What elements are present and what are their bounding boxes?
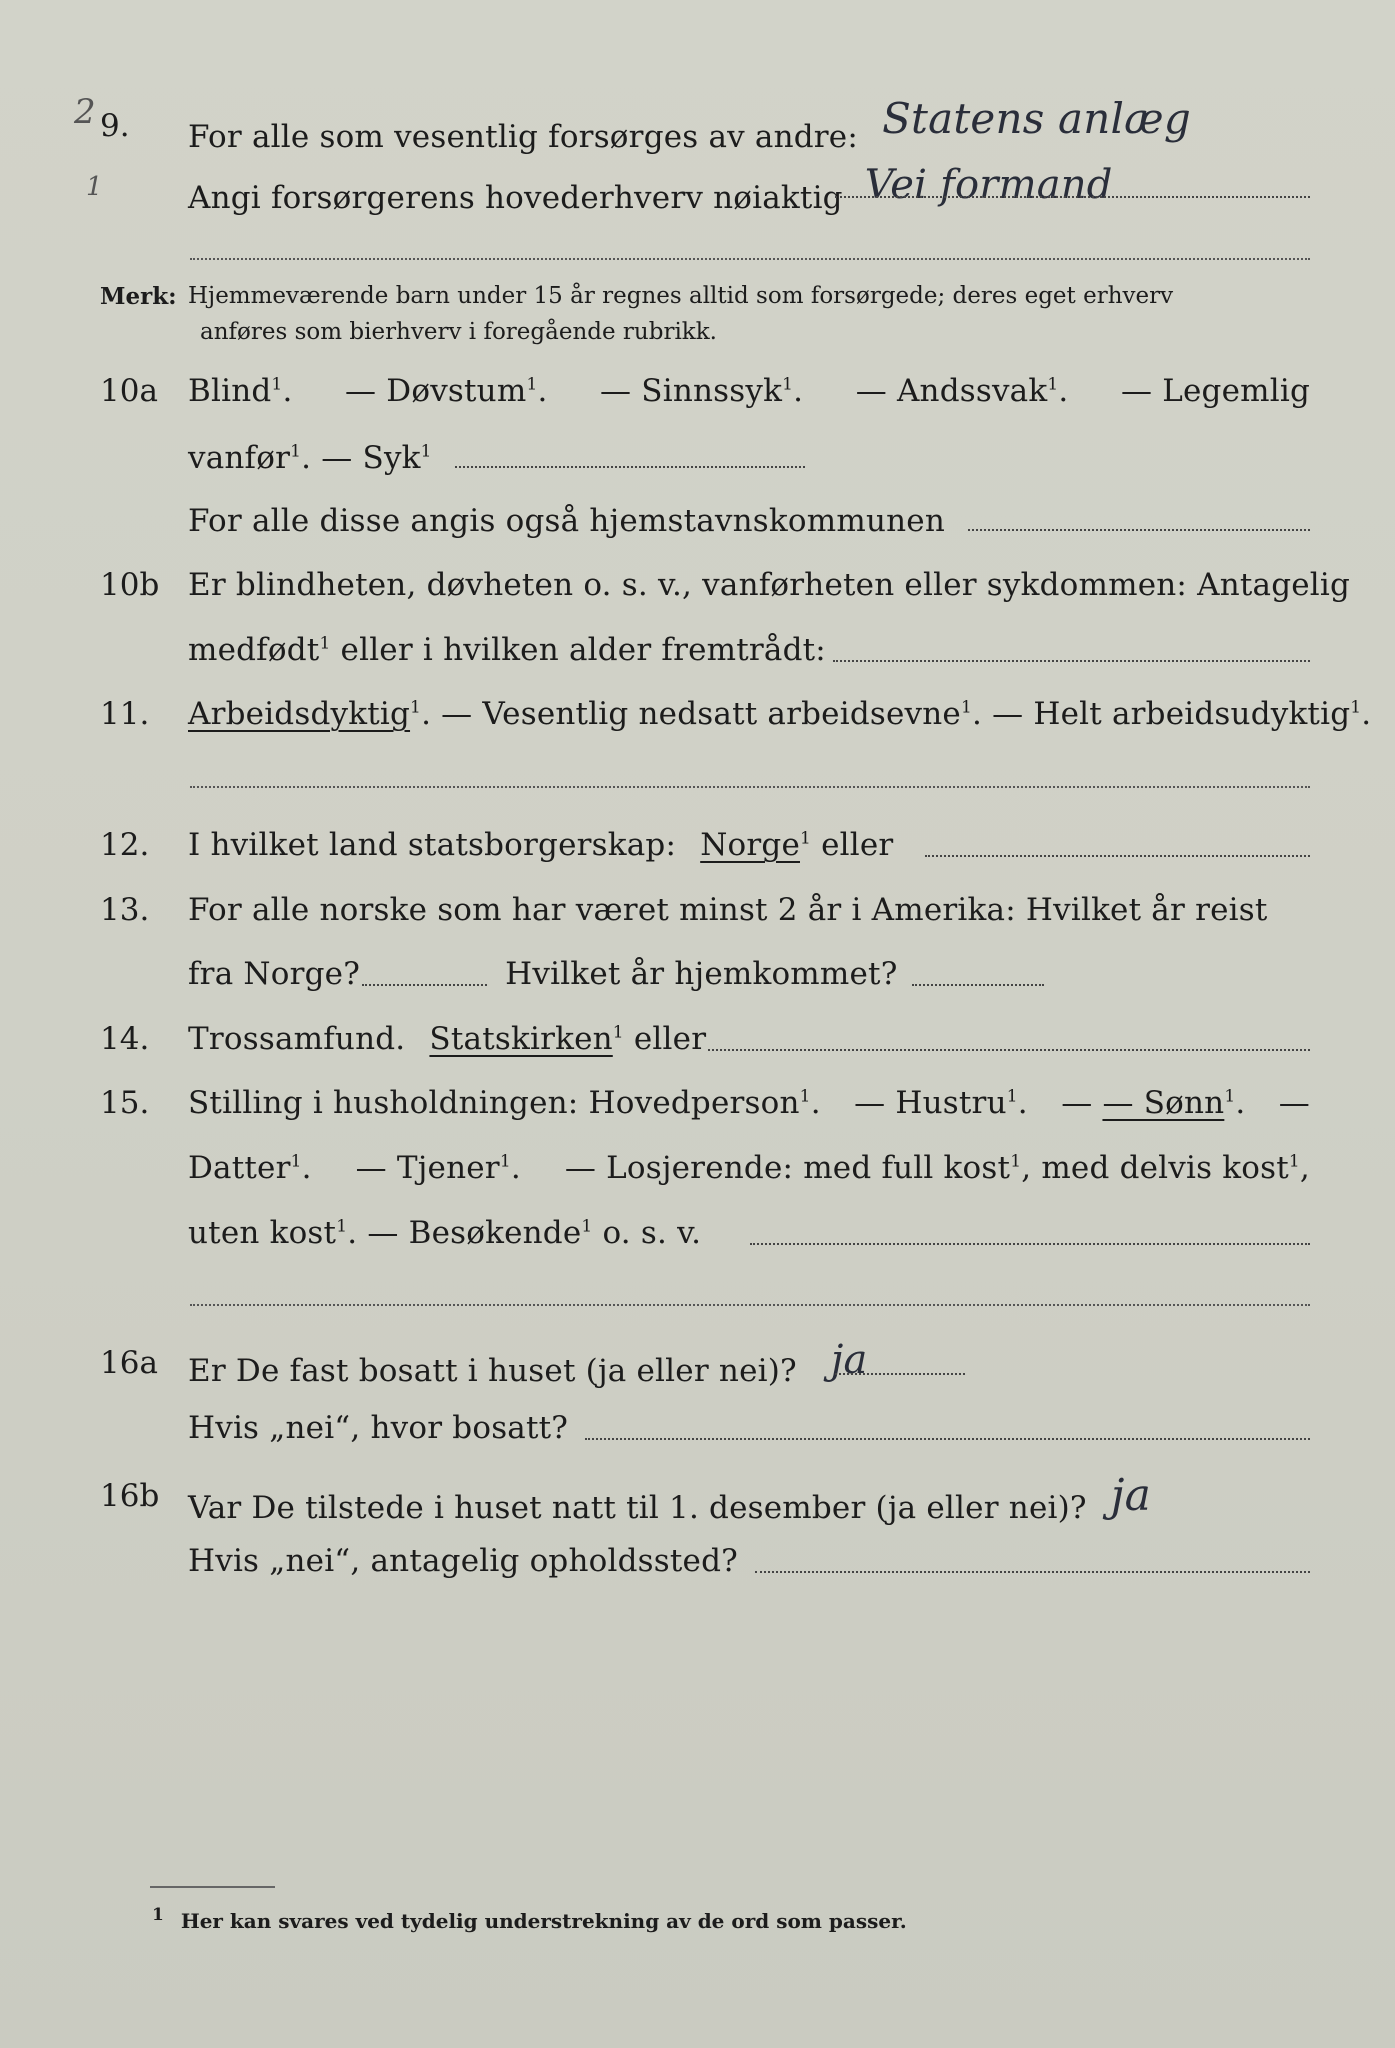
question-number: 10b <box>100 567 160 603</box>
question-10b <box>100 567 1351 617</box>
question-10a-line2 <box>100 440 1310 490</box>
answer-line <box>925 855 1310 857</box>
option-andssvak[interactable]: — Andssvak <box>855 373 1048 409</box>
question-text: Hvis „nei“, antagelig opholdssted? <box>188 1543 738 1579</box>
question-12 <box>100 827 1310 877</box>
note-label: Merk: <box>100 283 177 310</box>
footnote-divider <box>150 1886 275 1888</box>
question-text: Blind$^1$. — Døvstum$^1$. — Sinnssyk$^1$. — Andssvak$^1$. — Legemlig <box>188 373 1310 409</box>
margin-mark-1: 1 <box>86 172 103 202</box>
footnote-ref: 1 <box>782 374 794 395</box>
footnote-ref: 1 <box>1224 1086 1236 1107</box>
option-statskirken[interactable]: Statskirken <box>429 1021 613 1057</box>
footnote-ref: 1 <box>271 374 283 395</box>
footnote-ref: 1 <box>799 1086 811 1107</box>
blank-line <box>190 258 1310 260</box>
footnote <box>152 1905 907 1933</box>
option-medfodt[interactable]: medfødt <box>188 632 320 668</box>
question-text: For alle norske som har været minst 2 år i Amerika: Hvilket år reist <box>188 892 1268 928</box>
question-text: Arbeidsdyktig$^1$. — Vesentlig nedsatt arbeidsevne$^1$. — Helt arbeidsudyktig$^1$. <box>188 696 1372 732</box>
footnote-ref: 1 <box>1010 1151 1022 1172</box>
answer-line <box>755 1571 1310 1573</box>
question-16a-line2 <box>100 1410 1310 1460</box>
option-uten-kost[interactable]: uten kost <box>188 1215 337 1251</box>
blank-line <box>190 786 1310 788</box>
footnote-ref: 1 <box>336 1216 348 1237</box>
footnote-ref: 1 <box>499 1151 511 1172</box>
footnote-mark: 1 <box>152 1905 164 1925</box>
question-15 <box>100 1085 1310 1135</box>
question-text: Trossamfund. Statskirken$^1$ eller <box>188 1021 707 1057</box>
footnote-text: Her kan svares ved tydelig understrekning av de ord som passer. <box>180 1908 907 1933</box>
question-16b-line2 <box>100 1543 1310 1593</box>
question-16b <box>100 1470 1310 1528</box>
answer-line <box>750 1243 1310 1245</box>
answer-line <box>362 984 487 986</box>
question-10a <box>100 373 1310 423</box>
option-sonn[interactable]: — Sønn <box>1102 1085 1225 1121</box>
option-norge[interactable]: Norge <box>700 827 800 863</box>
option-delvis-kost[interactable]: , med delvis kost <box>1021 1150 1289 1186</box>
question-text: Angi forsørgerens hovederhverv nøiaktig Vei formand <box>188 162 1113 216</box>
option-sinnssyk[interactable]: — Sinnssyk <box>600 373 783 409</box>
footnote-ref: 1 <box>581 1216 593 1237</box>
question-text: I hvilket land statsborgerskap: Norge$^1$ eller <box>188 827 894 863</box>
footnote-ref: 1 <box>410 697 422 718</box>
question-10b-line2 <box>100 632 1310 682</box>
question-text: Stilling i husholdningen: Hovedperson$^1$. — Hustru$^1$. — — Sønn$^1$. — <box>188 1085 1310 1121</box>
footnote-ref: 1 <box>800 828 812 849</box>
question-11 <box>100 696 1372 746</box>
handwritten-answer[interactable]: ja <box>1110 1470 1152 1521</box>
note-text: Hjemmeværende barn under 15 år regnes alltid som forsørgede; deres eget erhverv <box>188 283 1174 309</box>
question-text: medfødt$^1$ eller i hvilken alder fremtrådt: <box>188 632 826 668</box>
question-14 <box>100 1021 1310 1071</box>
option-legemlig[interactable]: — Legemlig <box>1120 373 1310 409</box>
answer-line <box>833 660 1310 662</box>
question-text: Datter$^1$. — Tjener$^1$. — Losjerende: med full kost$^1$, med delvis kost$^1$, <box>188 1150 1310 1186</box>
option-arbeidsdyktig[interactable]: Arbeidsdyktig <box>188 696 411 732</box>
option-datter[interactable]: Datter <box>188 1150 291 1186</box>
handwritten-answer[interactable]: Vei formand <box>864 162 1113 208</box>
question-text: Var De tilstede i huset natt til 1. desember (ja eller nei)? ja <box>188 1470 1152 1526</box>
answer-line <box>708 1049 1310 1051</box>
question-text: For alle disse angis også hjemstavnskommunen <box>188 503 945 539</box>
option-vanfor[interactable]: vanfør <box>188 440 291 476</box>
footnote-ref: 1 <box>1047 374 1059 395</box>
question-number: 10a <box>100 373 158 409</box>
option-hovedperson[interactable]: Stilling i husholdningen: Hovedperson <box>188 1085 800 1121</box>
footnote-ref: 1 <box>612 1022 624 1043</box>
question-text: fra Norge? Hvilket år hjemkommet? <box>188 956 898 992</box>
question-10a-line3 <box>100 503 1310 553</box>
question-number: 16a <box>100 1345 158 1381</box>
handwritten-answer[interactable]: ja <box>830 1337 868 1383</box>
note-text: anføres som bierhverv i foregående rubrikk. <box>200 319 717 345</box>
question-number: 14. <box>100 1021 150 1057</box>
question-15-line2 <box>100 1150 1310 1200</box>
question-text: Hvis „nei“, hvor bosatt? <box>188 1410 569 1446</box>
answer-line <box>835 1373 965 1375</box>
answer-line <box>455 466 805 468</box>
question-number: 11. <box>100 696 150 732</box>
handwritten-answer[interactable]: Statens anlæg <box>882 94 1191 143</box>
question-number: 12. <box>100 827 150 863</box>
footnote-ref: 1 <box>1350 697 1362 718</box>
question-text: vanfør$^1$. — Syk$^1$ <box>188 440 432 476</box>
option-hustru[interactable]: — Hustru <box>854 1085 1007 1121</box>
option-nedsatt-arbeidsevne[interactable]: — Vesentlig nedsatt arbeidsevne <box>441 696 961 732</box>
option-blind[interactable]: Blind <box>188 373 272 409</box>
blank-line <box>190 1304 1310 1306</box>
question-9 <box>100 94 1310 158</box>
answer-line <box>912 984 1044 986</box>
question-number: 15. <box>100 1085 150 1121</box>
footnote-ref: 1 <box>290 441 302 462</box>
question-16a <box>100 1337 1310 1395</box>
footnote-ref: 1 <box>526 374 538 395</box>
option-dovstum[interactable]: — Døvstum <box>345 373 527 409</box>
margin-mark-2: 2 <box>74 92 96 132</box>
option-tjener[interactable]: — Tjener <box>355 1150 500 1186</box>
question-text: For alle som vesentlig forsørges av andre: Statens anlæg <box>188 94 1191 155</box>
question-9-line2 <box>100 162 1310 222</box>
footnote-ref: 1 <box>420 441 432 462</box>
question-number: 16b <box>100 1478 160 1514</box>
question-number: 13. <box>100 892 150 928</box>
question-13 <box>100 892 1310 942</box>
footnote-ref: 1 <box>960 697 972 718</box>
footnote-ref: 1 <box>290 1151 302 1172</box>
question-number: 9. <box>100 108 130 144</box>
footnote-ref: 1 <box>1288 1151 1300 1172</box>
option-arbeidsudyktig[interactable]: — Helt arbeidsudyktig <box>992 696 1351 732</box>
option-syk[interactable]: — Syk <box>321 440 421 476</box>
footnote-ref: 1 <box>319 633 331 654</box>
answer-line <box>585 1438 1310 1440</box>
option-besokende[interactable]: — Besøkende <box>367 1215 582 1251</box>
answer-line <box>835 196 1310 198</box>
question-text: Er blindheten, døvheten o. s. v., vanførheten eller sykdommen: Antagelig <box>188 567 1351 603</box>
question-13-line2 <box>100 956 1310 1006</box>
option-full-kost[interactable]: — Losjerende: med full kost <box>564 1150 1011 1186</box>
answer-line <box>968 529 1310 531</box>
question-15-line3 <box>100 1215 1310 1265</box>
question-text: uten kost$^1$. — Besøkende$^1$ o. s. v. <box>188 1215 702 1251</box>
question-text: Er De fast bosatt i huset (ja eller nei)? ja <box>188 1337 868 1389</box>
footnote-ref: 1 <box>1006 1086 1018 1107</box>
